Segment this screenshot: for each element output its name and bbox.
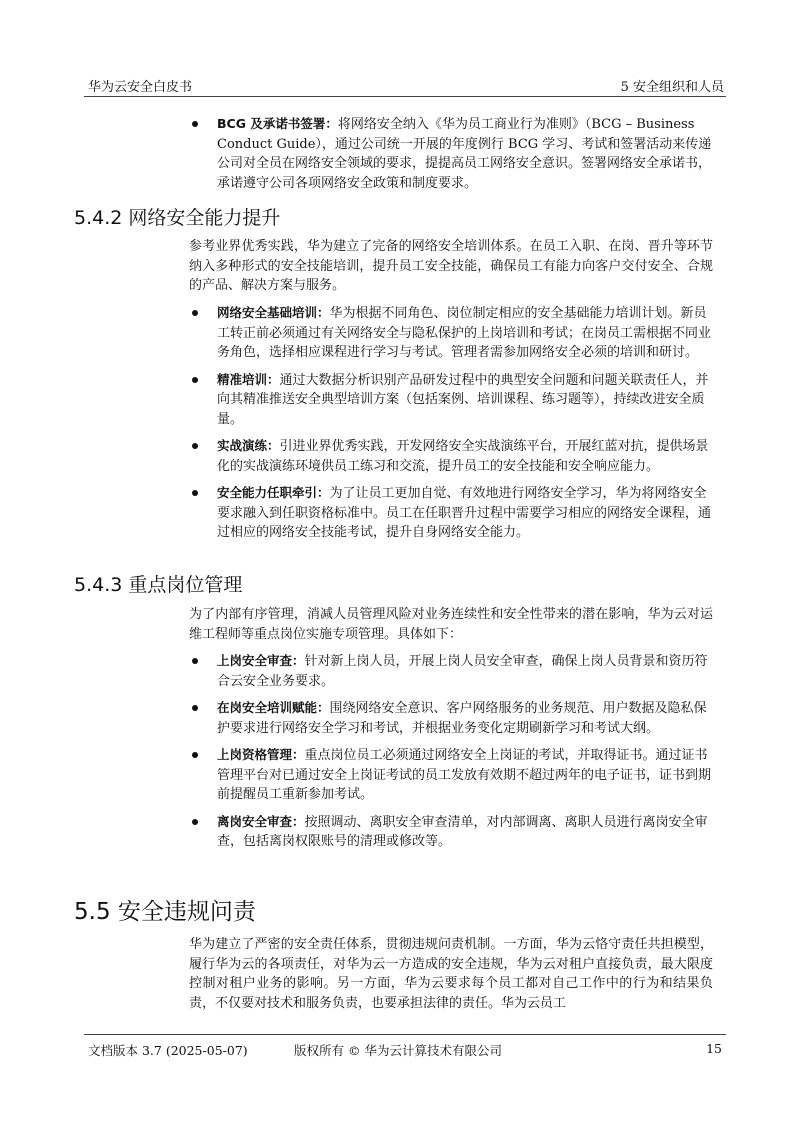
list-item [189, 114, 713, 193]
bullet-text: 按照调动、离职安全审查清单，对内部调离、离职人员进行离岗安全审查，包括离岗权限账号的清理或修改等。 [217, 814, 708, 849]
header-doc-title: 华为云安全白皮书 [88, 80, 193, 95]
bullet-icon [192, 121, 198, 127]
bullet-text: 将网络安全纳入《华为员工商业行为准则》（BCG – Business Conduct Guide），通过公司统一开展的年度例行 BCG 学习、考试和签署活动来传递公司对全员在网络安全领域的要求，提提高员工网络安全意识。签署网络安全承诺书，承诺遵守公司各项网络安全政策和制度要求。 [217, 117, 712, 191]
list-item [189, 698, 713, 738]
bullet-icon [192, 819, 198, 825]
bullet-term: 在岗安全培训赋能： [217, 700, 330, 715]
bullet-term: 实战演练： [217, 438, 280, 453]
bullet-icon [192, 310, 198, 316]
section-paragraph-5-5: 华为建立了严密的安全责任体系，贯彻违规问责机制。一方面，华为云恪守责任共担模型，履行华为云的各项责任，对华为云一方造成的安全违规，华为云对租户直接负责，最大限度控制对租户业务的影响。另一方面，华为云要求每个员工都对自己工作中的行为和结果负责，不仅要对技术和服务负责，也要承担法律的责任。华为云员工 [189, 937, 713, 1011]
bullet-text: 华为根据不同角色、岗位制定相应的安全基础能力培训计划。新员工转正前必须通过有关网络安全与隐私保护的上岗培训和考试；在岗员工需根据不同业务角色，选择相应课程进行学习与考试。管理者需参加网络安全必须的培训和研讨。 [217, 306, 712, 360]
section-heading-5-4-3: 5.4.3 重点岗位管理 [74, 574, 243, 596]
bullet-term: 精准培训： [217, 371, 280, 387]
bullet-text: 引进业界优秀实践，开发网络安全实战演练平台，开展红蓝对抗，提供场景化的实战演练环境供员工练习和交流，提升员工的安全技能和安全响应能力。 [217, 439, 709, 474]
list-item [189, 436, 713, 476]
bullet-text: 为了让员工更加自觉、有效地进行网络安全学习，华为将网络安全要求融入到任职资格标准中。员工在任职晋升过程中需要学习相应的网络安全课程，通过相应的网络安全技能考试，提升自身网络安全能力。 [217, 486, 712, 540]
list-item [189, 370, 713, 430]
bullet-list-5-4-2 [189, 303, 713, 550]
intro-bullet-list [189, 114, 713, 200]
footer-copyright: 版权所有 © 华为云计算技术有限公司 [294, 1043, 502, 1058]
bullet-list-5-4-3 [189, 651, 713, 859]
bullet-text: 围绕网络安全意识、客户网络服务的业务规范、用户数据及隐私保护要求进行网络安全学习和考试，并根据业务变化定期刷新学习和考试大纲。 [217, 701, 707, 736]
bullet-text: 重点岗位员工必须通过网络安全上岗证的考试，并取得证书。通过证书管理平台对已通过安全上岗证考试的员工发放有效期不超过两年的电子证书，证书到期前提醒员工重新参加考试。 [217, 748, 712, 802]
section-paragraph-5-4-3: 为了内部有序管理，消减人员管理风险对业务连续性和安全性带来的潜在影响，华为云对运维工程师等重点岗位实施专项管理。具体如下： [189, 607, 713, 642]
bullet-term: BCG 及承诺书签署： [217, 116, 338, 131]
header-chapter-title: 5 安全组织和人员 [620, 80, 724, 95]
page-footer [84, 1034, 726, 1065]
bullet-term: 上岗资格管理： [217, 747, 305, 762]
list-item [189, 745, 713, 805]
bullet-icon [192, 752, 198, 758]
footer-doc-version: 文档版本 3.7 (2025-05-07) [88, 1043, 248, 1058]
bullet-icon [192, 705, 198, 711]
section-heading-5-4-2: 5.4.2 网络安全能力提升 [74, 207, 281, 229]
bullet-icon [192, 443, 198, 449]
bullet-icon [192, 377, 198, 383]
bullet-text: 针对新上岗人员，开展上岗人员安全审查，确保上岗人员背景和资历符合云安全业务要求。 [217, 654, 708, 689]
list-item [189, 651, 713, 691]
list-item [189, 303, 713, 363]
bullet-text: 通过大数据分析识别产品研发过程中的典型安全问题和问题关联责任人，并向其精准推送安全典型培训方案（包括案例、培训课程、练习题等），持续改进安全质量。 [217, 372, 709, 427]
bullet-term: 上岗安全审查： [217, 653, 305, 668]
section-heading-5-5: 5.5 安全违规问责 [74, 899, 256, 925]
footer-page-number: 15 [706, 1041, 722, 1056]
bullet-term: 网络安全基础培训： [217, 305, 330, 320]
bullet-icon [192, 490, 198, 496]
section-paragraph-5-4-2: 参考业界优秀实践，华为建立了完备的网络安全培训体系。在员工入职、在岗、晋升等环节纳入多种形式的安全技能培训，提升员工安全技能，确保员工有能力向客户交付安全、合规的产品、解决方案与服务。 [189, 239, 713, 293]
bullet-term: 离岗安全审查： [217, 813, 305, 829]
bullet-icon [192, 658, 198, 664]
list-item [189, 812, 713, 852]
bullet-term: 安全能力任职牵引： [217, 485, 330, 500]
list-item [189, 483, 713, 543]
page-header [84, 74, 726, 97]
